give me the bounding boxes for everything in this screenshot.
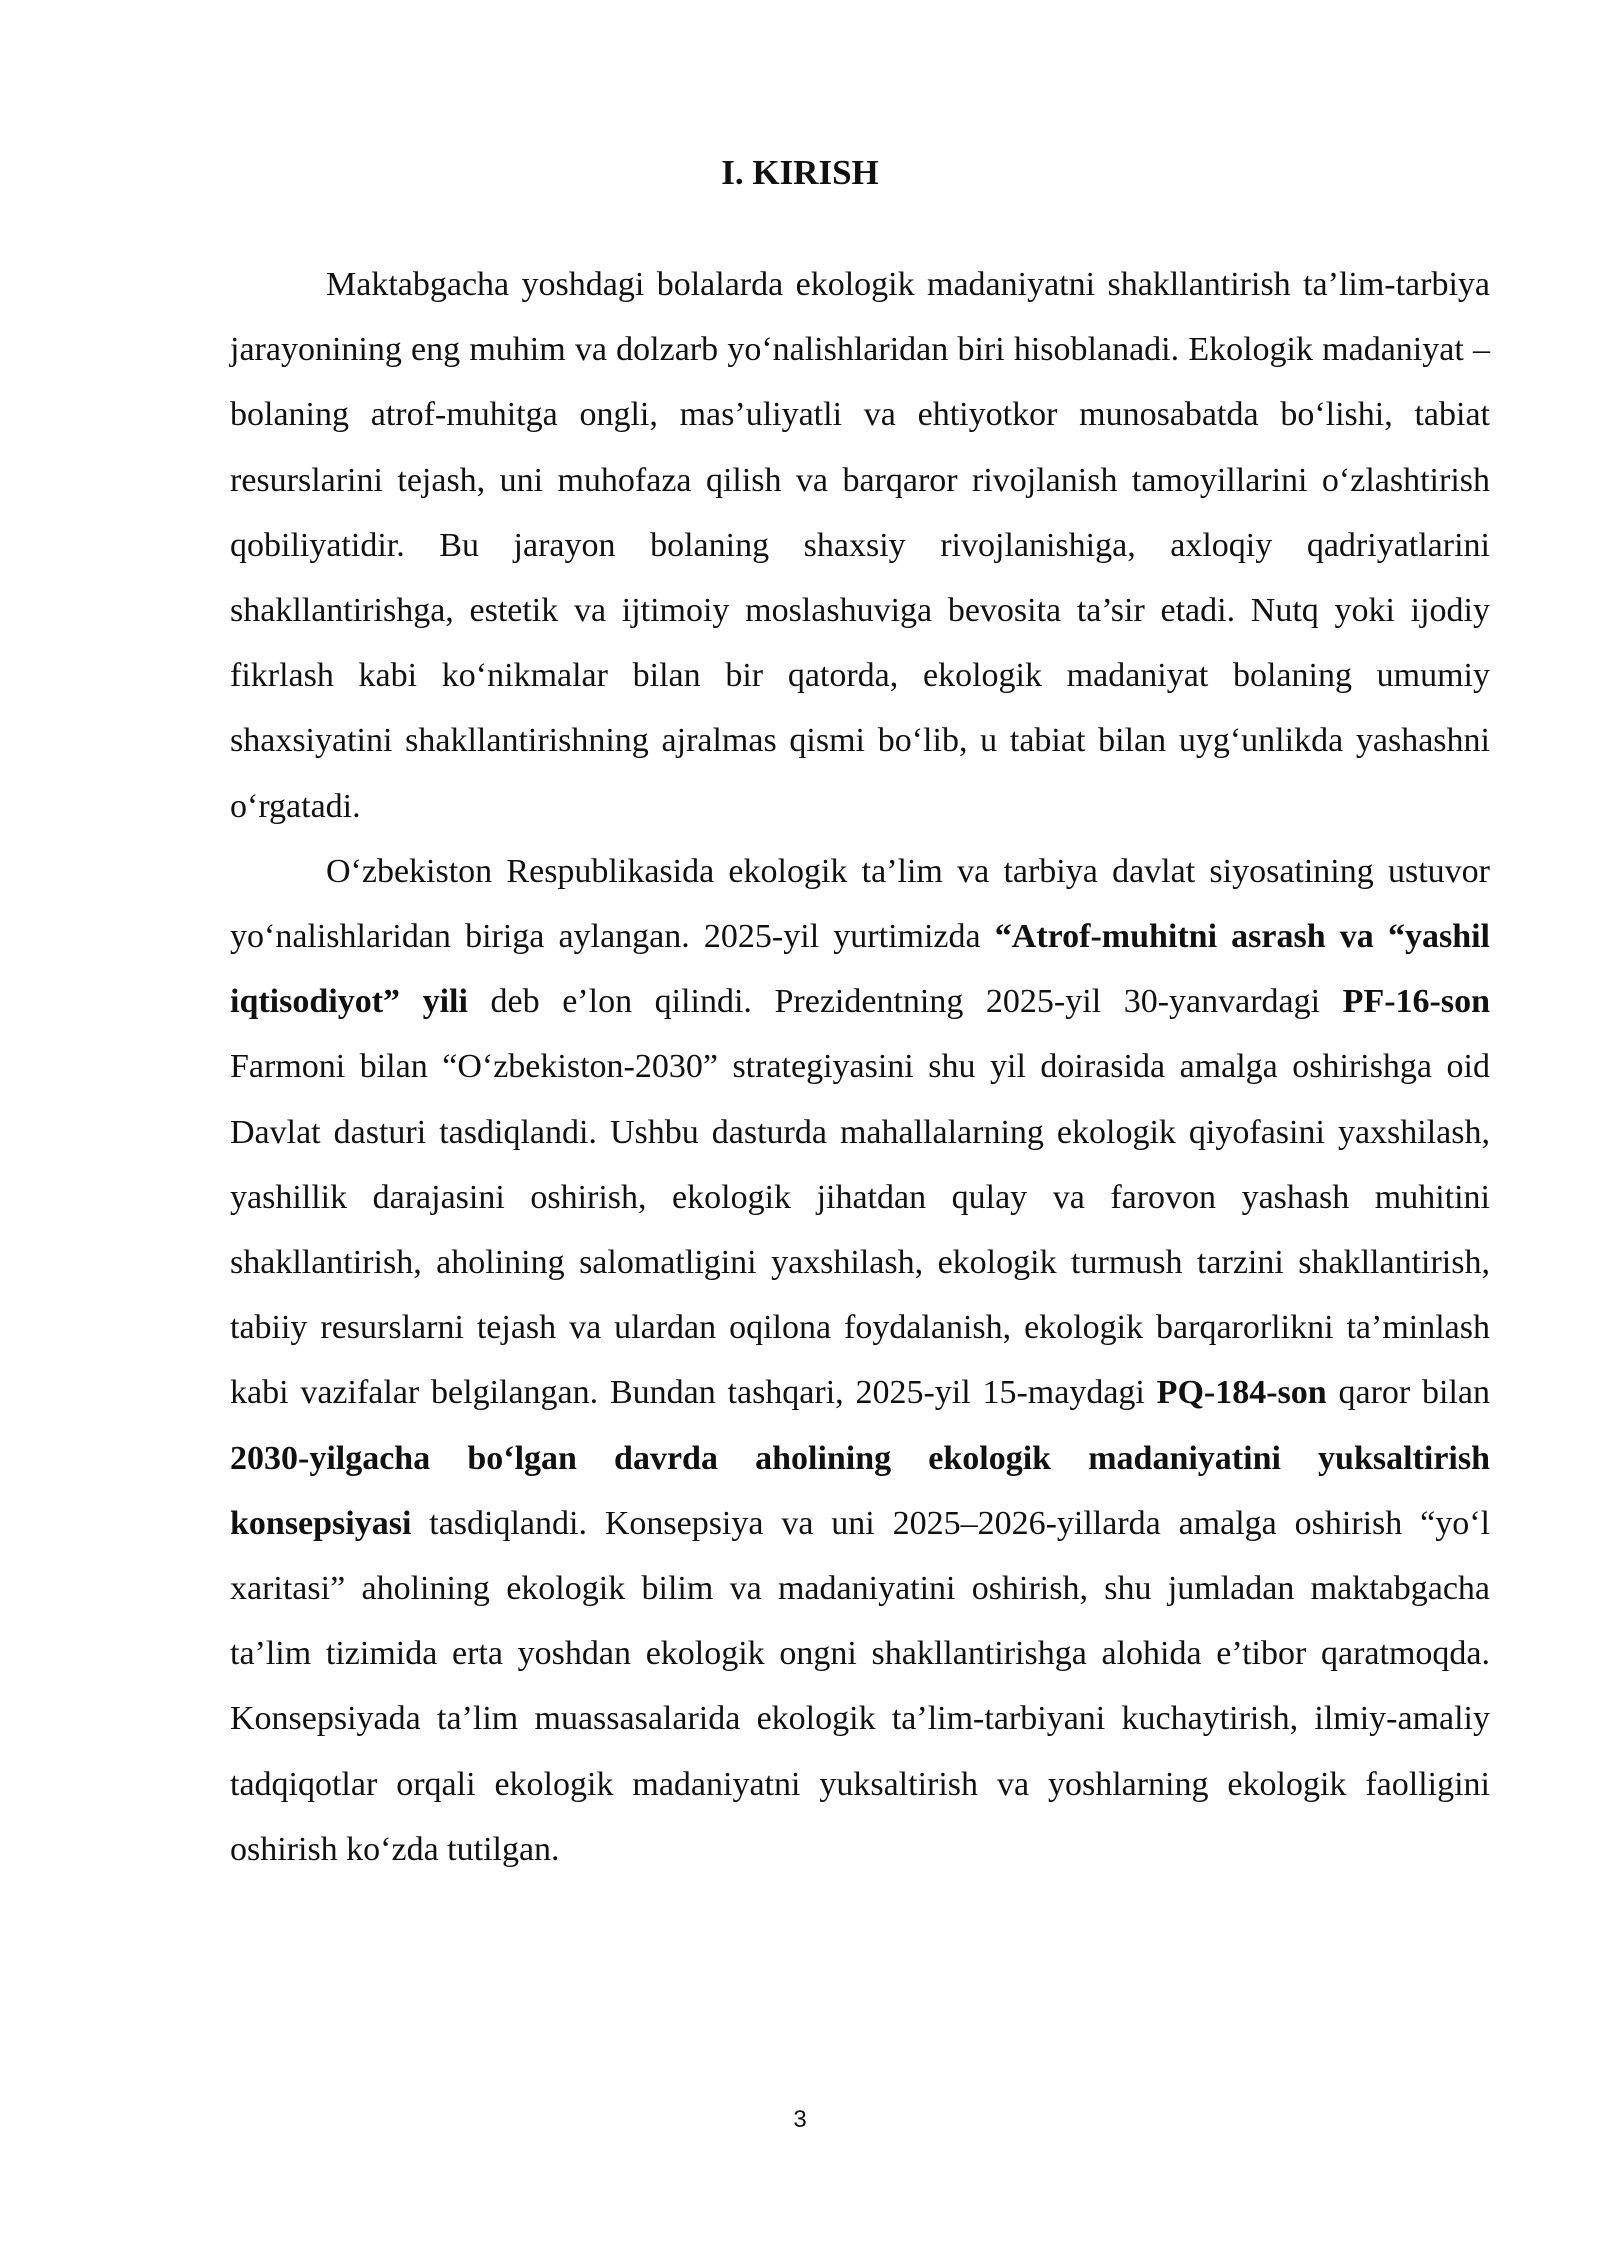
bold-run: PQ-184-son xyxy=(1156,1374,1327,1412)
bold-run: PF-16-son xyxy=(1342,983,1490,1021)
text-run: Maktabgacha yoshdagi bolalarda ekologik madaniyatni shakllantirish ta’lim-tarbiya jarayonining eng muhim va dolzarb yo‘nalishlaridan biri hisoblanadi. Ekologik madaniyat – bolaning atrof-muhitga ongli, mas’uliyatli va ehtiyotkor munosabatda bo‘lishi, tabiat resurslarini tejash, uni muhofaza qilish va barqaror rivojlanish tamoyillarini o‘zlashtirish qobiliyatidir. Bu jarayon bolaning shaxsiy rivojlanishiga, axloqiy qadriyatlarini shakllantirishga, estetik va ijtimoiy moslashuviga bevosita ta’sir etadi. Nutq yoki ijodiy fikrlash kabi ko‘nikmalar bilan bir qatorda, ekologik madaniyat bolaning umumiy shaxsiyatini shakllantirishning ajralmas qismi bo‘lib, u tabiat bilan uyg‘unlikda yashashni o‘rgatadi. xyxy=(230,266,1490,825)
text-run: Farmoni bilan “O‘zbekiston-2030” strategiyasini shu yil doirasida amalga oshirishga oid Davlat dasturi tasdiqlandi. Ushbu dasturda mahallalarning ekologik qiyofasini yaxshilash, yashillik darajasini oshirish, ekologik jihatdan qulay va farovon yashash muhitini shakllantirish, aholining salomatligini yaxshilash, ekologik turmush tarzini shakllantirish, tabiiy resurslarni tejash va ulardan oqilona foydalanish, ekologik barqarorlikni ta’minlash kabi vazifalar belgilangan. Bundan tashqari, 2025-yil 15-maydagi xyxy=(230,1048,1490,1412)
text-run: deb e’lon qilindi. Prezidentning 2025-yil 30-yanvardagi xyxy=(467,983,1343,1021)
paragraph-1 xyxy=(230,252,1490,839)
paragraph-2 xyxy=(230,839,1490,1882)
text-run: tasdiqlandi. Konsepsiya va uni 2025–2026-yillarda amalga oshirish “yo‘l xaritasi” aholining ekologik bilim va madaniyatini oshirish, shu jumladan maktabgacha ta’lim tizimida erta yoshdan ekologik ongni shakllantirishga alohida e’tibor qaratmoqda. Konsepsiyada ta’lim muassasalarida ekologik ta’lim-tarbiyani kuchaytirish, ilmiy-amaliy tadqiqotlar orqali ekologik madaniyatni yuksaltirish va yoshlarning ekologik faolligini oshirish ko‘zda tutilgan. xyxy=(230,1504,1490,1868)
section-title: I. KIRISH xyxy=(721,153,879,192)
page-number: 3 xyxy=(793,2106,807,2133)
text-run: O‘zbekiston Respublikasida ekologik ta’lim va tarbiya davlat siyosatining ustuvor yo‘nalishlaridan biriga aylangan. 2025-yil yurtimizda xyxy=(230,852,1490,956)
body-text xyxy=(230,252,1490,1882)
bold-run: “Atrof-muhitni asrash va “yashil iqtisodiyot” yili xyxy=(230,918,1490,1021)
bold-run: 2030-yilgacha bo‘lgan davrda aholining ekologik madaniyatini yuksaltirish konsepsiyasi xyxy=(230,1439,1490,1542)
text-run: qaror bilan xyxy=(1326,1374,1490,1412)
